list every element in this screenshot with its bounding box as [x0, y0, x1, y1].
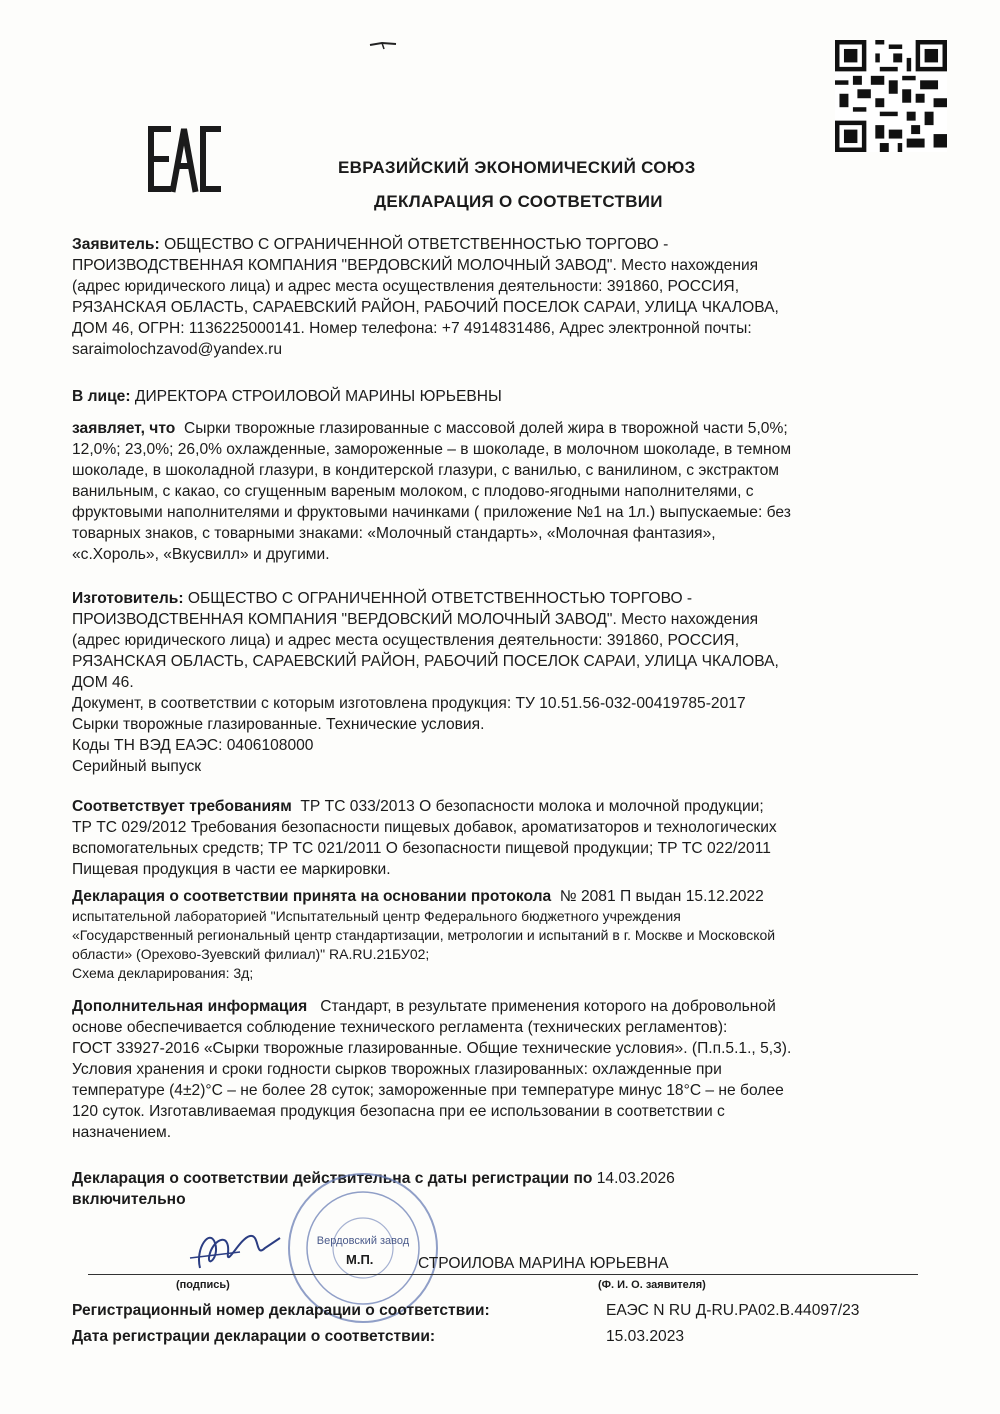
validity-section: [72, 1168, 934, 1210]
additional-label: Дополнительная информация: [72, 998, 308, 1015]
applicant-email: saraimolochzavod@yandex.ru: [72, 341, 282, 358]
declares-line: ванильным, с какао, со сгущенным вареным молоком, с плодово-ягодными наполнителями, с: [72, 483, 754, 500]
declares-line: фруктовыми наполнителями и фруктовыми начинками ( приложение №1 на 1л.) выпускаемые: без: [72, 504, 791, 521]
person-section: [72, 386, 934, 407]
additional-section: [72, 996, 934, 1143]
declares-line: шоколаде, в шоколадной глазури, в кондитерской глазури, с ванилью, с ванилином, с экстрактом: [72, 462, 779, 479]
signature-caption: (подпись): [176, 1279, 230, 1291]
declares-section: [72, 418, 934, 565]
stamp-place-label: М.П.: [346, 1252, 374, 1267]
additional-line: температуре (4±2)°С – не более 28 суток; замороженные при температуре минус 18°С – не более: [72, 1082, 784, 1099]
person-label: В лице:: [72, 388, 131, 405]
name-caption: (Ф. И. О. заявителя): [598, 1279, 706, 1291]
protocol-line: области» (Орехово-Зуевский филиал)" RA.RU.21БУ02;: [72, 946, 430, 962]
manufacturer-doc: Документ, в соответствии с которым изготовлена продукция: ТУ 10.51.56-032-00419785-2017: [72, 695, 746, 712]
signature-line: [88, 1274, 918, 1275]
signer-name: СТРОИЛОВА МАРИНА ЮРЬЕВНА: [418, 1255, 669, 1272]
declares-label: заявляет, что: [72, 420, 176, 437]
requirements-line: ТР ТС 029/2012 Требования безопасности пищевых добавок, ароматизаторов и технологических: [72, 819, 777, 836]
requirements-line: ТР ТС 033/2013 О безопасности молока и молочной продукции;: [300, 798, 764, 815]
document-title: ДЕКЛАРАЦИЯ О СООТВЕТСТВИИ: [374, 192, 663, 211]
applicant-line: ОБЩЕСТВО С ОГРАНИЧЕННОЙ ОТВЕТСТВЕННОСТЬЮ ТОРГОВО -: [164, 236, 669, 253]
additional-line: Условия хранения и сроки годности сырков творожных глазированных: охлажденные при: [72, 1061, 722, 1078]
manufacturer-line: ДОМ 46.: [72, 674, 134, 691]
additional-line: Стандарт, в результате применения которого на добровольной: [320, 998, 776, 1015]
protocol-label: Декларация о соответствии принята на основании протокола: [72, 888, 552, 905]
requirements-label: Соответствует требованиям: [72, 798, 292, 815]
declares-line: Сырки творожные глазированные с массовой долей жира в творожной части 5,0%;: [183, 420, 788, 437]
additional-line: ГОСТ 33927-2016 «Сырки творожные глазированные. Общие технические условия». (П.п.5.1., 5,3).: [72, 1040, 792, 1057]
manufacturer-codes: Коды ТН ВЭД ЕАЭС: 0406108000: [72, 737, 314, 754]
requirements-line: Пищевая продукция в части ее маркировки.: [72, 861, 391, 878]
manufacturer-line: (адрес юридического лица) и адрес места осуществления деятельности: 391860, РОССИЯ,: [72, 632, 740, 649]
registration-date-value: 15.03.2023: [606, 1328, 685, 1345]
manufacturer-line: РЯЗАНСКАЯ ОБЛАСТЬ, САРАЕВСКИЙ РАЙОН, РАБОЧИЙ ПОСЕЛОК САРАИ, УЛИЦА ЧКАЛОВА,: [72, 653, 779, 670]
manufacturer-doc-title: Сырки творожные глазированные. Технические условия.: [72, 716, 485, 733]
registration-date-label: Дата регистрации декларации о соответствии:: [72, 1328, 436, 1345]
manufacturer-line: ПРОИЗВОДСТВЕННАЯ КОМПАНИЯ "ВЕРДОВСКИЙ МОЛОЧНЫЙ ЗАВОД". Место нахождения: [72, 611, 759, 628]
requirements-line: вспомогательных средств; ТР ТС 021/2011 О безопасности пищевой продукции; ТР ТС 022/2011: [72, 840, 771, 857]
requirements-section: [72, 796, 934, 880]
registration-number-label: Регистрационный номер декларации о соответствии:: [72, 1302, 490, 1319]
union-title: ЕВРАЗИЙСКИЙ ЭКОНОМИЧЕСКИЙ СОЮЗ: [338, 158, 696, 177]
person-value: ДИРЕКТОРА СТРОИЛОВОЙ МАРИНЫ ЮРЬЕВНЫ: [134, 388, 502, 405]
applicant-line: (адрес юридического лица) и адрес места осуществления деятельности: 391860, РОССИЯ,: [72, 278, 740, 295]
validity-date: 14.03.2026: [596, 1170, 675, 1187]
protocol-scheme: Схема декларирования: 3д;: [72, 965, 254, 981]
registration-number-value: ЕАЭС N RU Д-RU.PA02.B.44097/23: [606, 1302, 860, 1319]
applicant-line: ПРОИЗВОДСТВЕННАЯ КОМПАНИЯ "ВЕРДОВСКИЙ МОЛОЧНЫЙ ЗАВОД". Место нахождения: [72, 257, 759, 274]
protocol-value: № 2081 П выдан 15.12.2022: [559, 888, 764, 905]
stamp-text: Вердовский завод: [316, 1235, 410, 1247]
applicant-section: [72, 234, 934, 360]
manufacturer-label: Изготовитель:: [72, 590, 184, 607]
protocol-line: испытательной лабораторией "Испытательный центр Федерального бюджетного учреждения: [72, 908, 681, 924]
qr-code-icon: [835, 40, 947, 152]
manufacturer-serial: Серийный выпуск: [72, 758, 202, 775]
additional-line: назначением.: [72, 1124, 172, 1141]
validity-label-end: включительно: [72, 1191, 186, 1208]
pen-mark-icon: [368, 38, 398, 50]
applicant-label: Заявитель:: [72, 236, 160, 253]
protocol-section: [72, 886, 934, 983]
additional-line: 120 суток. Изготавливаемая продукция безопасна при ее использовании в соответствии с: [72, 1103, 725, 1120]
eac-logo-icon: [146, 124, 222, 194]
manufacturer-line: ОБЩЕСТВО С ОГРАНИЧЕННОЙ ОТВЕТСТВЕННОСТЬЮ ТОРГОВО -: [187, 590, 693, 607]
applicant-line: РЯЗАНСКАЯ ОБЛАСТЬ, САРАЕВСКИЙ РАЙОН, РАБОЧИЙ ПОСЕЛОК САРАИ, УЛИЦА ЧКАЛОВА,: [72, 299, 779, 316]
declares-line: товарных знаков, с товарными знаками: «Молочный стандарть», «Молочная фантазия»,: [72, 525, 716, 542]
manufacturer-section: [72, 588, 934, 777]
declares-line: «с.Хороль», «Вкусвилл» и другими.: [72, 546, 330, 563]
validity-label: Декларация о соответствии действительна с даты регистрации по: [72, 1170, 593, 1187]
declares-line: 12,0%; 23,0%; 26,0% охлажденные, замороженные – в шоколаде, в молочном шоколаде, в темном: [72, 441, 792, 458]
protocol-line: «Государственный региональный центр стандартизации, метрологии и испытаний в г. Москве и Московской: [72, 927, 776, 943]
applicant-line: ДОМ 46, ОГРН: 1136225000141. Номер телефона: +7 4914831486, Адрес электронной почты:: [72, 320, 752, 337]
additional-line: основе обеспечивается соблюдение технического регламента (технических регламентов):: [72, 1019, 728, 1036]
handwritten-signature: [170, 1208, 290, 1278]
